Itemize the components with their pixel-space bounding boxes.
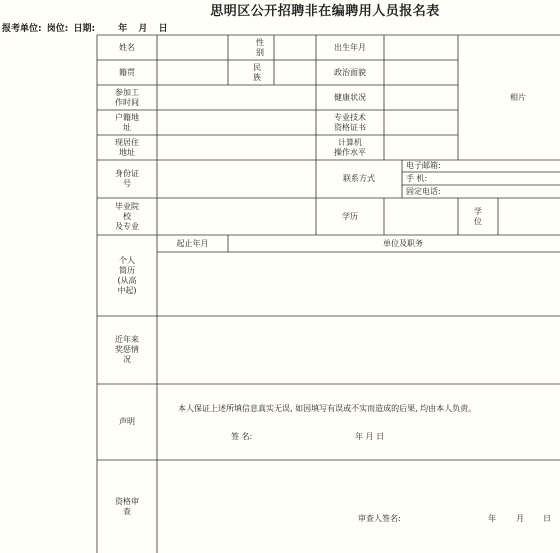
review-day: 日 bbox=[543, 514, 551, 523]
label-professional-cert: 专业技术 资格证书 bbox=[334, 112, 366, 132]
field-id-number[interactable] bbox=[157, 160, 316, 198]
label-degree: 学 位 bbox=[474, 206, 482, 226]
label-education: 学历 bbox=[342, 211, 358, 221]
field-gender[interactable] bbox=[274, 35, 316, 60]
form-title: 思明区公开招聘非在编聘用人员报名表 bbox=[210, 4, 440, 19]
label-mobile[interactable]: 手 机: bbox=[406, 173, 428, 183]
field-computer[interactable] bbox=[384, 135, 458, 160]
field-native[interactable] bbox=[157, 60, 228, 85]
sign-label: 签 名: bbox=[231, 432, 253, 441]
label-gender: 性 别 bbox=[256, 37, 264, 57]
field-professional-cert[interactable] bbox=[384, 110, 458, 135]
field-work-start[interactable] bbox=[157, 85, 316, 110]
label-birth: 出生年月 bbox=[334, 42, 366, 52]
label-health: 健康状况 bbox=[334, 92, 366, 102]
year-label: 年 bbox=[118, 24, 128, 34]
declaration-text: 本人保证上述所填信息真实无误, 如因填写有误或不实而造成的后果, 均由本人负责。 bbox=[178, 404, 477, 413]
field-name[interactable] bbox=[157, 35, 228, 60]
label-hukou: 户籍地 址 bbox=[115, 112, 139, 132]
unit-label: 报考单位: bbox=[2, 24, 42, 34]
label-declaration: 声明 bbox=[119, 417, 135, 426]
label-work-start: 参加工 作时间 bbox=[115, 87, 139, 107]
label-contact: 联系方式 bbox=[343, 174, 375, 183]
photo-box[interactable]: 相片 bbox=[510, 92, 526, 102]
field-school[interactable] bbox=[157, 198, 316, 235]
reviewer-sign: 审查人签名: bbox=[358, 514, 401, 523]
label-period: 起止年月 bbox=[176, 238, 209, 248]
label-review: 资格审 查 bbox=[115, 496, 139, 516]
label-unit-duty: 单位及职务 bbox=[383, 238, 423, 248]
position-label: 岗位: bbox=[46, 24, 69, 34]
review-year: 年 bbox=[488, 514, 496, 523]
label-id-number: 身份证 号 bbox=[115, 169, 139, 188]
field-political[interactable] bbox=[384, 60, 458, 85]
day-label: 日 bbox=[158, 24, 168, 34]
field-health[interactable] bbox=[384, 85, 458, 110]
label-email[interactable]: 电子邮箱: bbox=[406, 161, 441, 170]
field-hukou[interactable] bbox=[157, 110, 316, 135]
review-month: 月 bbox=[516, 514, 524, 523]
label-computer: 计算机 操作水平 bbox=[334, 137, 366, 157]
label-political: 政治面貌 bbox=[334, 67, 366, 77]
label-landline[interactable]: 固定电话: bbox=[406, 186, 441, 196]
field-ethnic[interactable] bbox=[274, 60, 316, 85]
label-name: 姓名 bbox=[119, 42, 135, 52]
label-awards: 近年来 奖惩情 况 bbox=[115, 335, 139, 364]
field-degree[interactable] bbox=[498, 198, 560, 235]
date-label: 日期: bbox=[73, 24, 96, 34]
label-ethnic: 民 族 bbox=[253, 62, 261, 82]
label-school: 毕业院 校 及专业 bbox=[115, 201, 139, 231]
label-resume: 个人 简历 (从高 中起) bbox=[117, 255, 137, 295]
sign-date: 年 月 日 bbox=[355, 432, 385, 441]
field-education[interactable] bbox=[384, 198, 458, 235]
field-birth[interactable] bbox=[384, 35, 458, 60]
label-native: 籍贯 bbox=[119, 67, 135, 77]
field-awards[interactable] bbox=[157, 316, 560, 384]
field-residence[interactable] bbox=[157, 135, 316, 160]
label-residence: 现居住 地址 bbox=[115, 137, 139, 157]
field-resume[interactable] bbox=[157, 252, 560, 316]
month-label: 月 bbox=[138, 24, 148, 34]
